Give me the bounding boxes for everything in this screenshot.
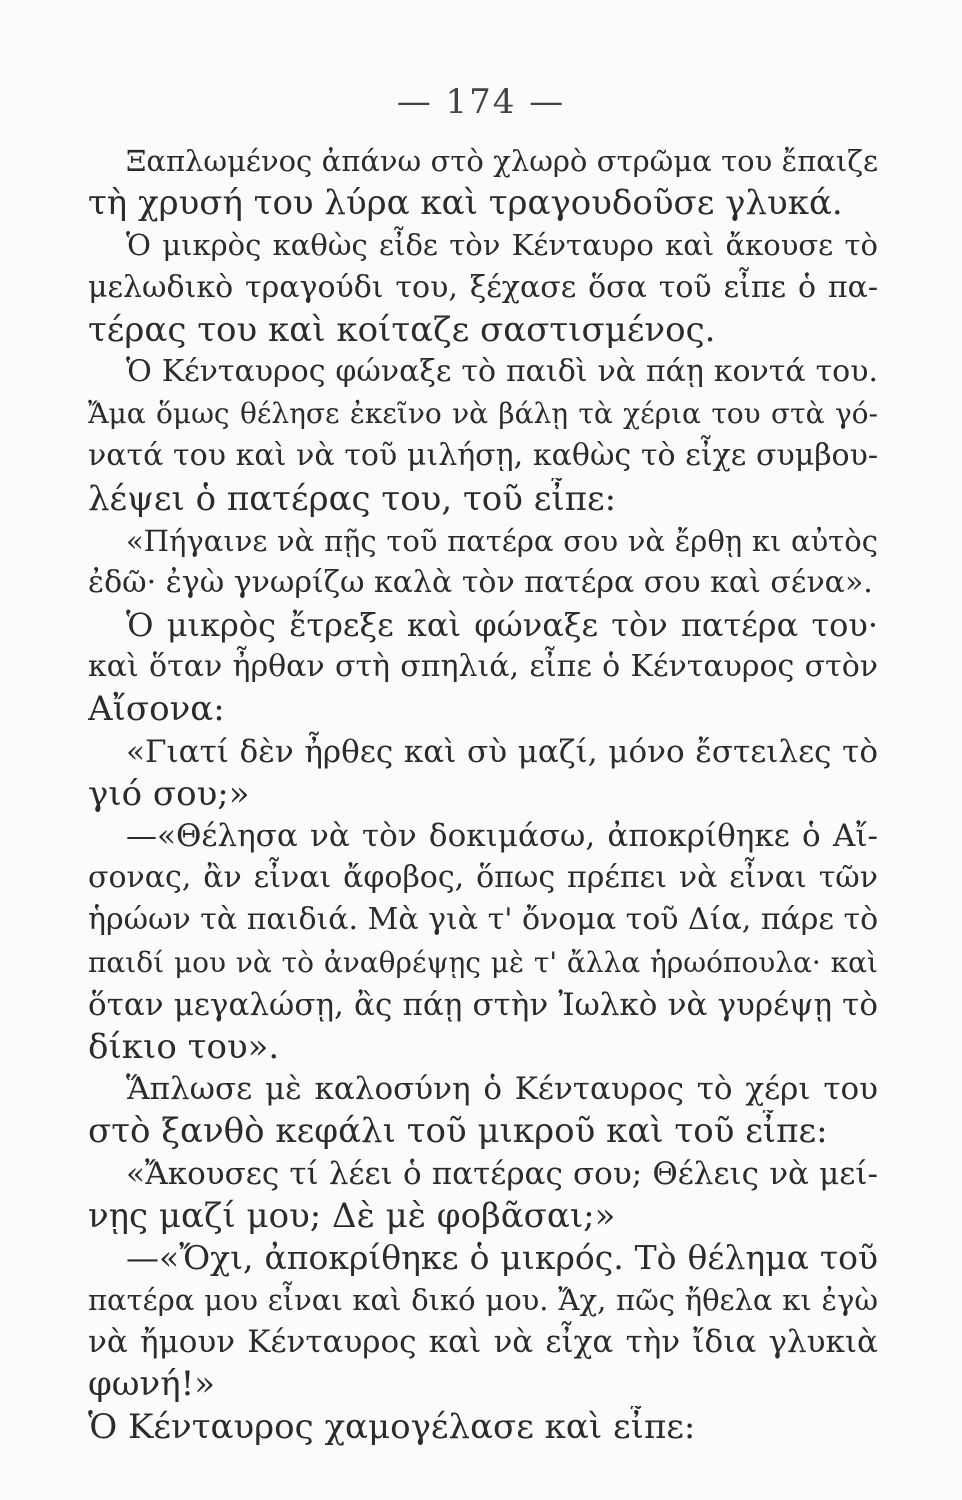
text-line: φωνή!» bbox=[88, 1364, 216, 1405]
text-line: ἐδῶ· ἐγὼ γνωρίζω καλὰ τὸν πατέρα σου καὶ σένα». bbox=[88, 564, 873, 600]
text-line: τέρας του καὶ κοίταζε σαστισμένος. bbox=[88, 309, 716, 350]
text-line: Ὁ Κένταυρος χαμογέλασε καὶ εἶπε: bbox=[88, 1406, 696, 1447]
text-line: Ἅπλωσε μὲ καλοσύνη ὁ Κένταυρος τὸ χέρι του bbox=[126, 1071, 878, 1108]
text-line: «Πήγαινε νὰ πῇς τοῦ πατέρα σου νὰ ἔρθῃ κι αὐτὸς bbox=[126, 523, 878, 558]
text-line: Ἄμα ὅμως θέλησε ἐκεῖνο νὰ βάλῃ τὰ χέρια του στὰ γό- bbox=[88, 397, 878, 431]
text-line: —«Θέλησα νὰ τὸν δοκιμάσω, ἀποκρίθηκε ὁ Αἴ- bbox=[126, 818, 878, 854]
text-line: ἡρώων τὰ παιδιά. Μὰ γιὰ τ' ὄνομα τοῦ Δία, πάρε τὸ bbox=[88, 902, 878, 938]
text-line: «Ἄκουσες τί λέει ὁ πατέρας σου; Θέλεις νὰ μεί- bbox=[126, 1155, 878, 1192]
text-line: δίκιο του». bbox=[88, 1026, 280, 1067]
text-line: Ὁ μικρὸς ἔτρεξε καὶ φώναξε τὸν πατέρα του· bbox=[126, 606, 878, 645]
body-text bbox=[88, 140, 878, 1448]
text-line: νατά του καὶ νὰ τοῦ μιλήσῃ, καθὼς τὸ εἶχε συμβου- bbox=[88, 438, 878, 474]
text-line: παιδί μου νὰ τὸ ἀναθρέψῃς μὲ τ' ἄλλα ἡρωόπουλα· καὶ bbox=[88, 945, 878, 979]
text-line: γιό σου;» bbox=[88, 773, 250, 814]
text-line: καὶ ὅταν ἦρθαν στὴ σπηλιά, εἶπε ὁ Κένταυρος στὸν bbox=[88, 649, 878, 685]
text-line: νῃς μαζί μου; Δὲ μὲ φοβᾶσαι;» bbox=[88, 1195, 616, 1236]
text-line: λέψει ὁ πατέρας του, τοῦ εἶπε: bbox=[88, 478, 617, 519]
text-line: «Γιατί δὲν ἦρθες καὶ σὺ μαζί, μόνο ἔστειλες τὸ bbox=[126, 733, 878, 770]
text-line: στὸ ξανθὸ κεφάλι τοῦ μικροῦ καὶ τοῦ εἶπε: bbox=[88, 1111, 828, 1152]
text-line: τὴ χρυσή του λύρα καὶ τραγουδοῦσε γλυκά. bbox=[88, 183, 843, 224]
text-line: Ξαπλωμένος ἀπάνω στὸ χλωρὸ στρῶμα του ἔπαιζε bbox=[126, 144, 878, 178]
text-line: Αἴσονα: bbox=[88, 689, 225, 730]
text-line: πατέρα μου εἶναι καὶ δικό μου. Ἄχ, πῶς ἤθελα κι ἐγὼ bbox=[88, 1283, 878, 1318]
text-line: σονας, ἂν εἶναι ἄφοβος, ὅπως πρέπει νὰ εἶναι τῶν bbox=[88, 860, 878, 896]
page-number: — 174 — bbox=[396, 82, 566, 122]
text-line: Ὁ Κένταυρος φώναξε τὸ παιδὶ νὰ πάῃ κοντά του. bbox=[126, 353, 878, 389]
text-line: Ὁ μικρὸς καθὼς εἶδε τὸν Κένταυρο καὶ ἄκουσε τὸ bbox=[126, 228, 878, 263]
text-line: ὅταν μεγαλώσῃ, ἂς πάῃ στὴν Ἰωλκὸ νὰ γυρέψῃ τὸ bbox=[88, 986, 878, 1023]
text-line: μελωδικὸ τραγούδι του, ξέχασε ὅσα τοῦ εἶπε ὁ πα- bbox=[88, 269, 878, 305]
text-line: νὰ ἤμουν Κένταυρος καὶ νὰ εἶχα τὴν ἴδια γλυκιὰ bbox=[88, 1324, 878, 1361]
text-line: —«Ὄχι, ἀποκρίθηκε ὁ μικρός. Τὸ θέλημα τοῦ bbox=[126, 1237, 878, 1277]
